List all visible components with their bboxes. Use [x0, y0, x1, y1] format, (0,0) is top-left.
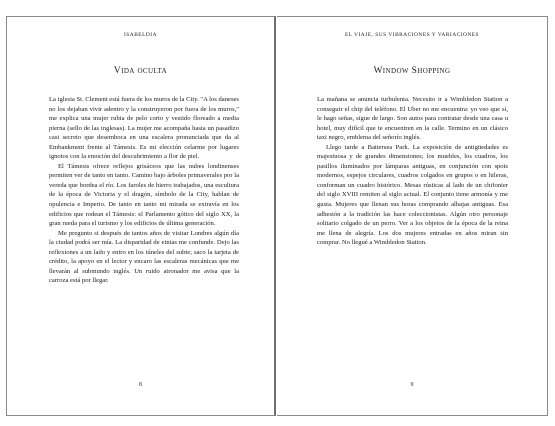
body-text: [317, 95, 508, 248]
paragraph: Me pregunto si después de tantos años de visitar Londres algún día la ciudad podrá ser mía. La disparidad de etnias me confunde. Dejo las reflexiones a un lado y entro en los túneles del subte; saco la tarjeta de crédito, la apoyo en el lector y encaro las escaleras mecánicas que me llevarán al submundo inglés. Un ruido atronador me avisa que la carroza está por llegar.: [49, 229, 239, 285]
body-text: [49, 95, 239, 286]
paragraph: El Támesis ofrece reflejos grisáceos que las nubes londinenses permiten ver de tanto en tanto. Camino bajo árboles primaverales por la vereda que bordea el río. Los faroles de hierro trabajados, una escultura de la época de Victoria y el dragón, símbolo de la City, hablan de opulencia e Imperio. De tanto en tanto mi mirada se extravía en los edificios que rodean el Támesis: el Parlamento gótico del siglo XX, la gran rueda para el turismo y los edificios de última generación.: [49, 162, 239, 228]
left-page: [6, 16, 276, 416]
right-page: [277, 16, 548, 416]
paragraph: La iglesia St. Clement está fuera de los muros de la City. "A los daneses no los dejaban vivir adentro y la construyeron por fuera de los muros," me explica una mujer rubia de pelo corto y vestido floreado a media pierna (sello de las inglesas). La mujer me acompaña hasta un pasadizo casi secreto que desemboca en una escalera pronunciada que da al Embankment frente al Támesis. Es mi elección celarme por lugares ignotos con la emoción del descubrimiento a flor de piel.: [49, 96, 239, 161]
paragraph: Llego tarde a Battersea Park. La exposición de antigüedades es majestuosa y de grandes dimensiones; los muebles, los cuadros, los pasillos iluminados por lámparas antiguas, en conjunción con spots modernos, espejos circulares, cuadros colgados en grupos o en hileras, conforman un cuadro histórico. Mesas rústicas al lado de un chifonier del siglo XVIII remiten al siglo actual. El conjunto tiene armonía y me gusta. Mujeres que llenan sus horas comprando alhajas antiguas. Esa adhesión a la tradición las hace coleccionistas. Algún otro personaje solitario colgado de un perro. Ver a los objetos de la época de la reina me llena de alegría. Los dos mujeres entradas en años miran sin comprar. No llegué a Wimbledon Station.: [317, 143, 508, 247]
page-number: 8: [139, 382, 142, 388]
paragraph: La mañana se anuncia turbulenta. Necesito ir a Wimbledon Station a conseguir el chip del teléfono. El Uber no me encuentra: yo veo que sí, le hago señas, sigue de largo. Son autos para contratar desde una casa u hotel, muy difícil que te encuentren en la calle. Termino en un clásico taxi negro, emblema del señorío inglés.: [317, 96, 508, 142]
chapter-title: Window Shopping: [373, 66, 451, 76]
chapter-title: Vida oculta: [113, 66, 168, 76]
page-number: 9: [410, 382, 414, 388]
running-head: EL VIAJE, SUS VIBRACIONES Y VARIACIONES: [344, 32, 480, 38]
running-head: ISABELDIA: [124, 32, 157, 38]
